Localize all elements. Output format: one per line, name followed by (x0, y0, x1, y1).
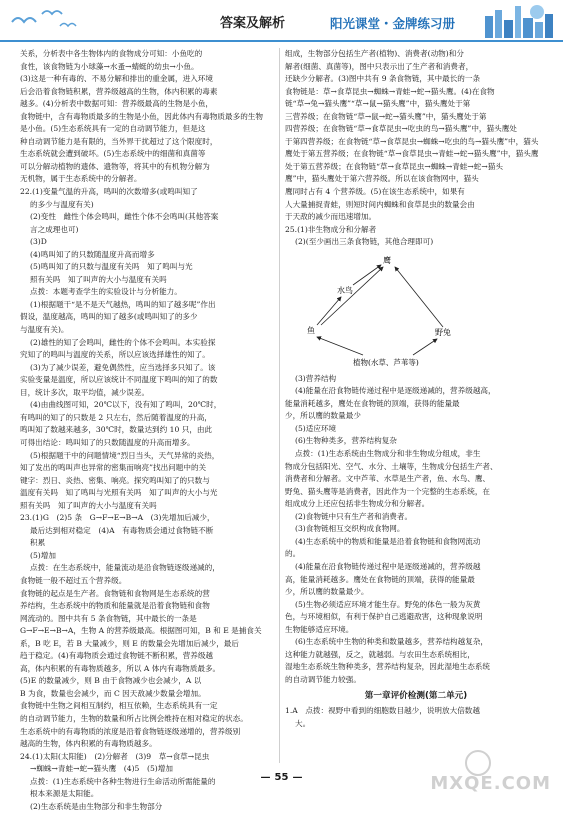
text-line: 少，所以鹰的数量最少 (285, 411, 361, 421)
text-line: (4)能量在沿食物链传递过程中是逐级递减的，营养级越高， (295, 386, 496, 396)
text-line: 野兔、猫头鹰等是消费者，因此作为一个完整的生态系统，在 (285, 486, 491, 496)
text-line: (4)由曲线图可知，20℃以下，没有知了鸣叫，20℃时， (30, 400, 222, 410)
text-line: 知了发出的鸣叫声也异常的密集而响亮”找出问题中的关 (20, 463, 207, 473)
text-line: 生态系统中的有毒物质的浓度是沿着食物链逐级递增的，营养级别 (20, 726, 241, 736)
text-line: 是小鱼。(5)生态系统具有一定的自动调节能力，但是这 (20, 124, 206, 134)
text-line: (3)为了减少误差，避免偶然性，应当选择多只知了。该 (30, 362, 216, 372)
node-plants: 植物(水草、芦苇等) (353, 357, 419, 367)
food-web-diagram (303, 251, 513, 371)
city-skyline-icon (477, 2, 557, 38)
text-line: 积累 (30, 538, 46, 548)
text-line: (5)增加 (30, 550, 56, 560)
text-line: 组成成分上还应包括非生物成分和分解者。 (285, 499, 430, 509)
text-line: 鹰处于第五营养级；在食物链“草→食草昆虫→青蛙→蛇→猫头鹰”中，猫头鹰 (285, 149, 539, 159)
text-line: 鹰”中，猫头鹰处于第六营养级。所以在该食物网中，猫头 (285, 174, 479, 184)
text-line: 鸣叫知了数越来越多，30℃时，数量达到约 10 只，由此 (20, 425, 213, 435)
arrow-fish-eagle (321, 267, 383, 325)
text-line: 系，B 吃 E，若 B 大量减少，则 E 的数量会先增加后减少，最后 (20, 638, 239, 648)
text-line: (2)变性 雌性个体会鸣叫，雌性个体不会鸣叫(其他答案 (30, 212, 219, 222)
arrow-plants-rabbit (413, 339, 437, 355)
text-line: 这种能力就越强，反之，就越弱。与农田生态系统相比， (285, 649, 475, 659)
text-line: 实验变量是温度，所以应该统计不同温度下鸣叫的知了的数 (20, 375, 218, 385)
arrow-fish-bird (317, 297, 341, 325)
text-line: (1)根据题干“是不是天气越热，鸣叫的知了越多呢”作出 (30, 299, 216, 309)
node-fish: 鱼 (307, 325, 315, 335)
text-line: 食物链中生物之间相互制约，相互依赖，生态系统具有一定 (20, 701, 218, 711)
text-line: 还缺少分解者。(3)图中共有 9 条食物链，其中最长的一条 (285, 74, 481, 84)
text-line: (5)E 的数量减少，则 B 由于食物减少也会减少，A 以 (20, 676, 202, 686)
text-line: 生态系统就会遭到破坏。(5)生态系统中的细菌和真菌等 (20, 149, 206, 159)
text-line: 鹰同时占有 4 个营养级。(5)在该生态系统中，如果有 (285, 187, 465, 197)
text-line: (2)雄性的知了会鸣叫，雌性的个体不会鸣叫。本实验探 (30, 337, 216, 347)
text-line: 后会沿着食物链积累，营养级越高的生物，体内积累的毒素 (20, 86, 218, 96)
node-waterbird: 水鸟 (337, 285, 353, 295)
page-number: — 55 — (0, 772, 563, 783)
text-line: (5)根据题干中的问题情境“烈日当头，天气异常的炎热， (30, 450, 220, 460)
text-line: 越高的生物，体内积累的有毒物质越多。 (20, 739, 157, 749)
text-line: 高，体内积累的有毒物质越多，所以 A 体内有毒物质最多。 (20, 663, 221, 673)
text-line: 1.A 点拨：视野中看到的细胞数目越少，说明放大倍数越 (285, 705, 480, 715)
text-line: (5)适应环境 (295, 423, 337, 433)
text-line: 处于第五营养级；在食物链“草→食草昆虫→蜘蛛→青蛙→蛇→猫头 (285, 161, 503, 171)
birds-icon (8, 6, 78, 32)
text-line: (2)生态系统是由生物部分和非生物部分 (30, 801, 163, 811)
text-line: 色，与环境相似，有利于保护自己逃避敌害，这种现象说明 (285, 612, 483, 622)
text-line: 三营养级；在食物链“草→鼠→蛇→猫头鹰”中，猫头鹰处于第 (285, 111, 487, 121)
text-line: 根本来源是太阳能。 (30, 789, 99, 799)
text-line: 食物链中，含有毒物质最多的生物是小鱼，因此体内有毒物质最多的生物 (20, 111, 263, 121)
text-line: (3)营养结构 (295, 373, 337, 383)
text-line: 点拨：在生态系统中，能量流动是沿食物链逐级递减的， (30, 563, 220, 573)
text-line: 于第四营养级；在食物链“草→食草昆虫→蜘蛛→吃虫的鸟→猫头鹰”中，猫头 (285, 136, 539, 146)
text-line: (4)生态系统中的物质和能量是沿着食物链和食物网流动 (295, 536, 481, 546)
text-line: 解者(细菌、真菌等)，图中只表示出了生产者和消费者， (285, 61, 474, 71)
text-line: 关系，分析表中各生物体内的食物成分可知：小鱼吃的 (20, 49, 203, 58)
text-line: 组成，生物部分包括生产者(植物)、消费者(动物)和分 (285, 49, 464, 58)
text-line: 的。 (285, 549, 301, 559)
text-line: 的自动调节能力，生物的数量和所占比例会维持在相对稳定的状态。 (20, 713, 248, 723)
section-title: 第一章评价检测(第二单元) (364, 691, 468, 702)
node-eagle: 鹰 (383, 255, 391, 265)
text-line: 少，所以鹰的数量最少。 (285, 587, 369, 597)
text-line: B 为食，数量也会减少，而 C 因天敌减少数量会增加。 (20, 688, 206, 698)
text-line: →蜘蛛→青蛙→蛇→猫头鹰 (4)5 (5)增加 (30, 764, 173, 774)
text-line: 点拨：(1)生态系统由生物成分和非生物成分组成，非生 (295, 449, 481, 459)
text-line: 目，统计多次，取平均值，减少误差。 (20, 387, 150, 397)
text-line: 的多少与温度有关) (30, 199, 94, 209)
text-line: 最后达到相对稳定 (4)A 有毒物质会通过食物链不断 (30, 525, 214, 535)
text-line: 网流动的。图中共有 5 条食物链，其中最长的一条是 (20, 613, 197, 623)
text-line: (3)D (30, 237, 47, 247)
watermark: MXQE.COM (430, 773, 551, 794)
text-line: 高，能量消耗越多。鹰处在食物链的顶端，获得的能量最 (285, 574, 475, 584)
text-line: 种自动调节能力是有限的，当外界干扰超过了这个限度时， (20, 136, 218, 146)
left-column (20, 48, 282, 811)
text-line: (2)(至少画出三条食物链，其他合理即可) (295, 237, 434, 247)
text-line: 消费者和分解者。文中芦苇、水草是生产者，鱼、水鸟、鹰、 (285, 474, 491, 484)
text-line: 养结构，生态系统中的物质和能量就是沿着食物链和食物 (20, 601, 210, 611)
text-line: 键字：烈日、炎热、密集、响亮。探究鸣叫知了的只数与 (20, 475, 210, 485)
text-line: 与温度有关)。 (20, 325, 69, 335)
arrow-plants-fish (317, 337, 363, 355)
page-header (0, 0, 563, 42)
text-line: 究知了的鸣叫与温度的关系，所以应该选择雄性的知了。 (20, 350, 210, 360)
text-line: 点拨：本题考查学生的实验设计与分析能力。 (30, 287, 182, 297)
text-line: 生物能够适应环境。 (285, 624, 354, 634)
node-rabbit: 野兔 (435, 327, 451, 337)
text-line: 于天敌的减少而迅速增加。 (285, 212, 377, 222)
text-line: 点拨：(1)生态系统中各种生物进行生命活动所需能量的 (30, 776, 216, 786)
text-line: (4)能量在沿食物链传递过程中是逐级递减的，营养级越 (295, 561, 481, 571)
text-line: (3)这是一种有毒的、不易分解和排出的重金属，进入环境 (20, 74, 214, 84)
text-line: (3)食物链相互交织构成食物网。 (295, 524, 405, 534)
text-line: 23.(1)G (2)5 条 G→F→E→B→A (3)先增加后减少， (20, 513, 215, 523)
text-line: 无机物，属于生态系统中的分解者。 (20, 174, 142, 184)
text-line: G→F→E→B→A，生物 A 的营养级最高。根据图可知，B 和 E 是捕食关 (20, 626, 262, 636)
text-line: 越多。(4)分析表中数据可知：营养级最高的生物是小鱼， (20, 99, 214, 109)
right-column (285, 48, 547, 763)
text-line: (5)生物必须适应环境才能生存。野兔的体色一般为灰黄 (295, 599, 481, 609)
text-line: 有鸣叫的知了的只数是 2 只左右，然后随着温度的升高， (20, 412, 212, 422)
text-line: 食性，该食物链为小球藻→水蚤→蜻蜓的幼虫→小鱼。 (20, 61, 199, 71)
text-line: 食物链的起点是生产者。食物链和食物网是生态系统的营 (20, 588, 210, 598)
text-line: 人大量捕捉青蛙，则短时间内蜘蛛和食草昆虫的数量会由 (285, 199, 475, 209)
text-line: (2)食物链中只有生产者和消费者。 (295, 511, 413, 521)
text-line: 链“草→兔→猫头鹰”“草→鼠→猫头鹰”中，猫头鹰处于第 (285, 99, 471, 109)
arrow-rabbit-eagle (395, 267, 443, 327)
text-line: 照有关吗 知了叫声的大小与温度有关吗 (30, 274, 167, 284)
text-line: 25.(1)非生物成分和分解者 (285, 224, 377, 234)
header-left-title: 答案及解析 (220, 16, 286, 31)
text-line: 四营养级；在食物链“草→食草昆虫→吃虫的鸟→猫头鹰”中，猫头鹰处 (285, 124, 517, 134)
text-line: 物成分包括阳光、空气、水分、土壤等，生物成分包括生产者、 (285, 461, 498, 471)
text-line: 假设，温度越高，鸣叫的知了越多(或鸣叫知了的多少 (20, 312, 198, 322)
text-line: (5)鸣叫知了的只数与温度有关吗 知了鸣叫与光 (30, 262, 193, 272)
header-right-title: 阳光课堂・金牌练习册 (330, 16, 456, 31)
text-line: (4)鸣叫知了的只数随温度升高而增多 (30, 249, 155, 259)
text-line: 大。 (295, 718, 311, 728)
text-line: 食物链是：草→食草昆虫→蜘蛛→青蛙→蛇→猫头鹰。(4)在食物 (285, 86, 495, 96)
text-line: 的自动调节能力较强。 (285, 674, 361, 684)
text-line: (6)生态系统中生物的种类和数量越多，营养结构越复杂， (295, 637, 489, 647)
text-line: 言之成理也可) (30, 224, 79, 234)
text-line: 能量消耗越多，鹰处在食物链的顶端，获得的能量最 (285, 398, 460, 408)
text-line: 湿地生态系统生物种类多，营养结构复杂，因此湿地生态系统 (285, 662, 491, 672)
text-line: 温度有关吗 知了鸣叫与光照有关吗 知了叫声的大小与光 (20, 488, 218, 498)
text-line: 22.(1)变量气温的升高，鸣叫的次数增多(或鸣叫知了 (20, 187, 198, 197)
text-line: 可得出结论：鸣叫知了的只数随温度的升高而增多。 (20, 437, 195, 447)
text-line: 趋于稳定。(4)有毒物质会通过食物链不断积累，营养级越 (20, 651, 214, 661)
text-line: 24.(1)太阳(太阳能) (2)分解者 (3)9 草→食草→昆虫 (20, 751, 210, 761)
text-line: (6)生物种类多，营养结构复杂 (295, 436, 397, 446)
text-line: 照有关吗 知了叫声的大小与温度有关吗 (20, 500, 157, 510)
text-line: 食物链一般不超过五个营养级。 (20, 575, 127, 585)
text-line: 可以分解动植物的遗体、遗物等，将其中的有机物分解为 (20, 161, 210, 171)
